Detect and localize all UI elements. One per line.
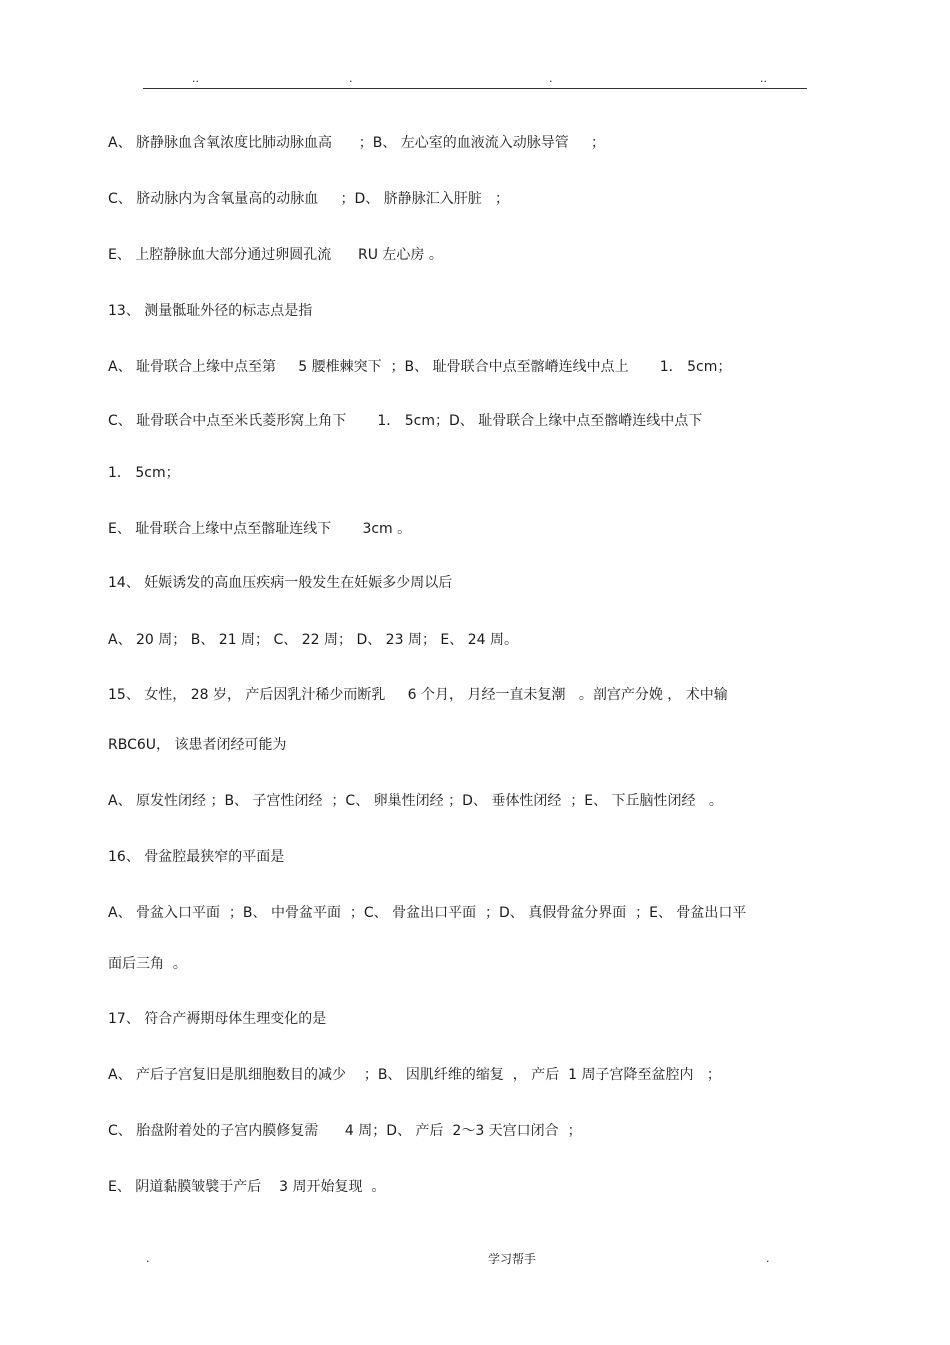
question-17-option-e: E、 阴道黏膜皱襞于产后 3 周开始复现 。 (108, 1179, 386, 1195)
footer-left-mark: . (146, 1252, 150, 1265)
question-16-options: A、 骨盆入口平面 ；B、 中骨盆平面 ；C、 骨盆出口平面 ；D、 真假骨盆分界面 ；E、 骨盆出口平 (108, 905, 747, 921)
question-12-option-e: E、 上腔静脉血大部分通过卵圆孔流 RU 左心房 。 (108, 247, 443, 263)
question-12-option-ab: A、 脐静脉血含氧浓度比肺动脉血高 ；B、 左心室的血液流入动脉导管 ； (108, 135, 606, 151)
question-13-option-ab: A、 耻骨联合上缘中点至第 5 腰椎棘突下 ；B、 耻骨联合中点至髂嵴连线中点上 1． 5cm； (108, 359, 732, 375)
footer-right-mark: . (766, 1252, 770, 1265)
question-17-stem: 17、 符合产褥期母体生理变化的是 (108, 1011, 327, 1027)
question-17-option-ab: A、 产后子宫复旧是肌细胞数目的减少 ；B、 因肌纤维的缩复 ， 产后 1 周子宫降至盆腔内 ； (108, 1067, 721, 1083)
question-13-stem: 13、 测量骶耻外径的标志点是指 (108, 303, 313, 319)
page-header (143, 72, 807, 89)
header-mark: . (349, 72, 353, 85)
question-12-option-cd: C、 脐动脉内为含氧量高的动脉血 ；D、 脐静脉汇入肝脏 ； (108, 191, 510, 207)
question-13-option-cd-cont: 1． 5cm； (108, 465, 180, 481)
question-15-stem-cont: RBC6U， 该患者闭经可能为 (108, 737, 287, 753)
question-14-options: A、 20 周； B、 21 周； C、 22 周； D、 23 周； E、 24 周。 (108, 632, 518, 648)
question-15-stem: 15、 女性， 28 岁， 产后因乳汁稀少而断乳 6 个月， 月经一直未复潮 。剖宫产分娩 ， 术中输 (108, 687, 728, 703)
header-mark: .. (760, 72, 767, 85)
question-16-options-cont: 面后三角 。 (108, 956, 187, 972)
question-13-option-e: E、 耻骨联合上缘中点至髂耻连线下 3cm 。 (108, 521, 412, 537)
header-mark: .. (192, 72, 199, 85)
question-15-options: A、 原发性闭经 ；B、 子宫性闭经 ；C、 卵巢性闭经 ；D、 垂体性闭经 ；E、 下丘脑性闭经 。 (108, 793, 723, 809)
question-14-stem: 14、 妊娠诱发的高血压疾病一般发生在妊娠多少周以后 (108, 575, 453, 591)
header-mark: . (549, 72, 553, 85)
footer-text: 学习帮手 (488, 1252, 537, 1266)
question-16-stem: 16、 骨盆腔最狭窄的平面是 (108, 849, 285, 865)
question-17-option-cd: C、 胎盘附着处的子宫内膜修复需 4 周；D、 产后 2～3 天宫口闭合 ； (108, 1123, 582, 1139)
question-13-option-cd: C、 耻骨联合中点至米氏菱形窝上角下 1． 5cm；D、 耻骨联合上缘中点至髂嵴连线中点下 (108, 413, 703, 429)
